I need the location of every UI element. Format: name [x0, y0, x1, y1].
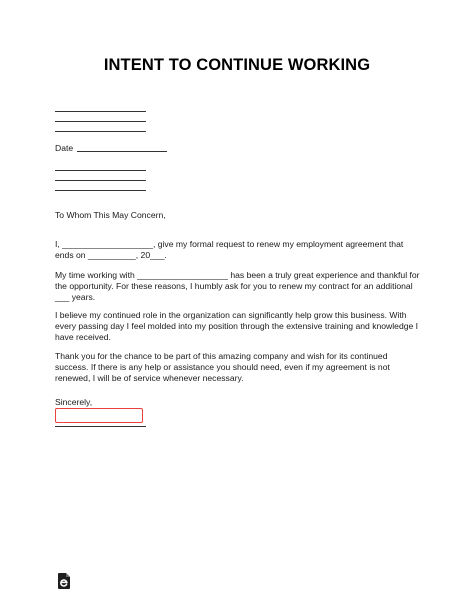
eforms-logo-icon	[58, 573, 70, 589]
date-field[interactable]	[77, 151, 167, 152]
paragraph-thanks	[55, 351, 427, 384]
paragraph-line: My time working with ___________________ has been a truly great experience and thankful for	[55, 270, 420, 280]
date-label: Date	[55, 143, 74, 153]
paragraph-line: I, ___________________, give my formal request to renew my employment agreement that	[55, 239, 404, 249]
paragraph-line: Thank you for the chance to be part of this amazing company and wish for its continued	[55, 351, 388, 361]
signature-line	[55, 426, 146, 427]
paragraph-line: have received.	[55, 331, 111, 342]
sender-address-line-3[interactable]	[55, 131, 146, 132]
paragraph-line: success. If there is any help or assistance you should need, even if my agreement is not	[55, 361, 390, 372]
recipient-address-line-3[interactable]	[55, 190, 146, 191]
paragraph-role	[55, 310, 427, 343]
salutation: To Whom This May Concern,	[55, 210, 166, 220]
paragraph-line: ___ years.	[55, 291, 96, 302]
signature-field[interactable]	[55, 408, 143, 423]
paragraph-experience	[55, 270, 427, 303]
closing: Sincerely,	[55, 397, 93, 407]
paragraph-line: every passing day I feel molded into my position through the extensive training and knowledge I	[55, 320, 419, 331]
sender-address-line-1[interactable]	[55, 111, 146, 112]
paragraph-line: the opportunity. For these reasons, I humbly ask for you to renew my contract for an additional	[55, 280, 413, 291]
paragraph-request	[55, 239, 427, 261]
sender-address-line-2[interactable]	[55, 121, 146, 122]
paragraph-line: renewed, I will be of service whenever necessary.	[55, 372, 244, 383]
recipient-address-line-1[interactable]	[55, 170, 146, 171]
paragraph-line: ends on __________, 20___.	[55, 249, 167, 260]
recipient-address-line-2[interactable]	[55, 180, 146, 181]
paragraph-line: I believe my continued role in the organization can significantly help grow this business. With	[55, 310, 407, 320]
document-title: INTENT TO CONTINUE WORKING	[103, 56, 371, 74]
